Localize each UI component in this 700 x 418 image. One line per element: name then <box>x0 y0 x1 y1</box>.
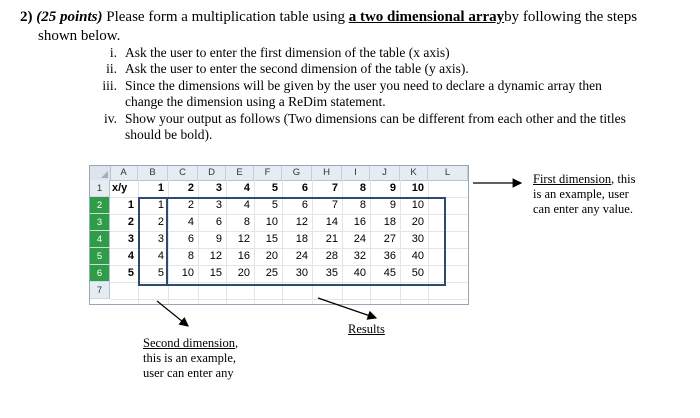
x-header-cell[interactable]: 2 <box>187 182 194 194</box>
step-line: Ask the user to enter the first dimension of the table (x axis) <box>125 45 450 60</box>
product-cell[interactable]: 4 <box>243 199 250 211</box>
question-text-after: by following the steps <box>504 9 638 25</box>
product-cell[interactable]: 30 <box>411 233 424 245</box>
product-cell[interactable]: 8 <box>243 216 250 228</box>
product-cell[interactable]: 36 <box>383 250 396 262</box>
corner-title-cell[interactable]: x/y <box>112 182 128 194</box>
product-cell[interactable]: 35 <box>325 267 338 279</box>
product-cell[interactable]: 25 <box>265 267 278 279</box>
column-header[interactable]: J <box>370 166 400 180</box>
column-header[interactable]: D <box>198 166 226 180</box>
product-cell[interactable]: 20 <box>265 250 278 262</box>
product-cell[interactable]: 14 <box>325 216 338 228</box>
column-header[interactable]: H <box>312 166 342 180</box>
y-header-cell[interactable]: 4 <box>127 250 134 262</box>
row-header[interactable]: 2 <box>90 197 110 214</box>
x-header-cell[interactable]: 3 <box>215 182 222 194</box>
product-cell[interactable]: 10 <box>411 199 424 211</box>
product-cell[interactable]: 10 <box>181 267 194 279</box>
step-line: change the dimension using a ReDim statement. <box>125 94 386 109</box>
column-header[interactable]: I <box>342 166 370 180</box>
row-header[interactable]: 7 <box>90 282 110 299</box>
first-dimension-note <box>533 172 635 217</box>
x-header-cell[interactable]: 8 <box>359 182 366 194</box>
x-header-cell[interactable]: 10 <box>411 182 424 194</box>
product-cell[interactable]: 24 <box>353 233 366 245</box>
step-line: Since the dimensions will be given by the user you need to declare a dynamic array then <box>125 78 602 93</box>
product-cell[interactable]: 45 <box>383 267 396 279</box>
step-numeral: iv. <box>104 111 117 126</box>
product-cell[interactable]: 27 <box>383 233 396 245</box>
row-header[interactable]: 4 <box>90 231 110 248</box>
product-cell[interactable]: 50 <box>411 267 424 279</box>
step-numeral: iii. <box>102 78 117 93</box>
first-dimension-title: First dimension <box>533 172 612 186</box>
product-cell[interactable]: 4 <box>187 216 194 228</box>
product-cell[interactable]: 12 <box>295 216 308 228</box>
column-header[interactable]: G <box>282 166 312 180</box>
product-cell[interactable]: 8 <box>187 250 194 262</box>
second-dimension-title: Second dimension <box>143 336 236 350</box>
product-cell[interactable]: 15 <box>265 233 278 245</box>
second-dimension-line: this is an example, <box>143 351 237 365</box>
product-cell[interactable]: 24 <box>295 250 308 262</box>
product-cell[interactable]: 15 <box>209 267 222 279</box>
product-cell[interactable]: 16 <box>237 250 250 262</box>
product-cell[interactable]: 18 <box>383 216 396 228</box>
product-cell[interactable]: 6 <box>215 216 222 228</box>
column-header[interactable]: E <box>226 166 254 180</box>
row-header[interactable]: 6 <box>90 265 110 282</box>
product-cell[interactable]: 18 <box>295 233 308 245</box>
step-numeral: i. <box>109 45 117 60</box>
question-points: (25 points) <box>36 9 103 25</box>
column-header[interactable]: B <box>138 166 168 180</box>
x-header-cell[interactable]: 6 <box>301 182 308 194</box>
product-cell[interactable]: 6 <box>301 199 308 211</box>
row-header[interactable]: 3 <box>90 214 110 231</box>
column-header[interactable]: K <box>400 166 428 180</box>
y-header-cell[interactable]: 3 <box>127 233 134 245</box>
product-cell[interactable]: 9 <box>389 199 396 211</box>
product-cell[interactable]: 21 <box>325 233 338 245</box>
y-header-cell[interactable]: 1 <box>127 199 134 211</box>
step-line: should be bold). <box>125 127 213 142</box>
second-dimension-line: user can enter any <box>143 366 234 380</box>
product-cell[interactable]: 6 <box>187 233 194 245</box>
x-header-cell[interactable]: 1 <box>157 182 164 194</box>
product-cell[interactable]: 10 <box>265 216 278 228</box>
step-numeral: ii. <box>106 61 117 76</box>
second-dimension-rest: , <box>235 336 239 350</box>
product-cell[interactable]: 40 <box>411 250 424 262</box>
x-header-cell[interactable]: 5 <box>271 182 278 194</box>
results-label: Results <box>348 322 385 336</box>
column-header[interactable]: F <box>254 166 282 180</box>
product-cell[interactable]: 1 <box>157 199 164 211</box>
product-cell[interactable]: 5 <box>271 199 278 211</box>
step-line: Show your output as follows (Two dimensions can be different from each other and the titles <box>125 111 626 126</box>
question-emphasis: a two dimensional array <box>348 9 505 25</box>
product-cell[interactable]: 12 <box>209 250 222 262</box>
product-cell[interactable]: 2 <box>157 216 164 228</box>
first-dimension-rest: , this <box>611 172 636 186</box>
first-dimension-line: can enter any value. <box>533 202 633 216</box>
product-cell[interactable]: 40 <box>353 267 366 279</box>
y-header-cell[interactable]: 5 <box>127 267 134 279</box>
product-cell[interactable]: 30 <box>295 267 308 279</box>
product-cell[interactable]: 12 <box>237 233 250 245</box>
row-header[interactable]: 1 <box>90 180 110 197</box>
product-cell[interactable]: 20 <box>237 267 250 279</box>
product-cell[interactable]: 20 <box>411 216 424 228</box>
row-header[interactable]: 5 <box>90 248 110 265</box>
product-cell[interactable]: 7 <box>331 199 338 211</box>
question-text: Please form a multiplication table using <box>106 9 345 25</box>
product-cell[interactable]: 4 <box>157 250 164 262</box>
x-header-cell[interactable]: 7 <box>331 182 338 194</box>
product-cell[interactable]: 32 <box>353 250 366 262</box>
product-cell[interactable]: 8 <box>359 199 366 211</box>
second-dimension-note <box>143 336 238 381</box>
product-cell[interactable]: 3 <box>215 199 222 211</box>
step-line: Ask the user to enter the second dimension of the table (y axis). <box>125 61 469 76</box>
product-cell[interactable]: 3 <box>157 233 164 245</box>
product-cell[interactable]: 28 <box>325 250 338 262</box>
x-header-cell[interactable]: 9 <box>389 182 396 194</box>
column-header[interactable]: C <box>168 166 198 180</box>
product-cell[interactable]: 16 <box>353 216 366 228</box>
product-cell[interactable]: 9 <box>215 233 222 245</box>
x-header-cell[interactable]: 4 <box>243 182 250 194</box>
first-dimension-line: is an example, user <box>533 187 629 201</box>
y-header-cell[interactable]: 2 <box>127 216 134 228</box>
column-header[interactable]: A <box>110 166 138 180</box>
results-arrow <box>318 298 376 318</box>
product-cell[interactable]: 5 <box>157 267 164 279</box>
question-line-2: shown below. <box>38 28 121 44</box>
column-header[interactable]: L <box>428 166 468 180</box>
product-cell[interactable]: 2 <box>187 199 194 211</box>
question-number: 2) <box>20 9 33 25</box>
second-dimension-arrow <box>157 301 188 326</box>
